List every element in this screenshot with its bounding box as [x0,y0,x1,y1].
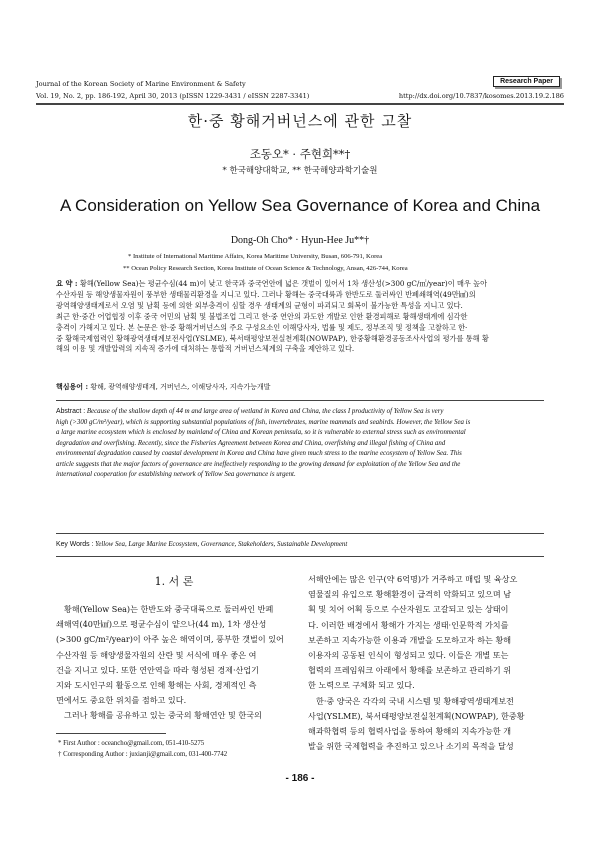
body-line: 건을 지니고 있다. 또한 연안역을 따라 형성된 경제·산업기 [56,664,259,675]
body-line: (>300 gC/m²/year)이 아주 높은 해역이며, 풍부한 갯벌이 있어 [56,634,284,645]
abstract-english [56,407,546,481]
keywords-ko-text: 황해, 광역해양생태계, 거버넌스, 이해당사자, 지속가능개발 [90,383,271,391]
body-line: 황해(Yellow Sea)는 한반도와 중국대륙으로 둘러싸인 반폐 [64,604,274,614]
abstract-ko-line: 수산자원 등 해양생물자원이 풍부한 생태물리환경을 지니고 있다. 그러나 황해는 중국대륙과 한반도로 둘러싸인 반폐쇄해역(49만㎢)의 [56,289,476,299]
keywords-korean [56,382,270,392]
keywords-ko-label: 핵심용어 : [56,382,89,391]
journal-name: Journal of the Korean Society of Marine Environment & Safety [36,80,246,88]
body-right-column [308,572,544,754]
body-line: 쇄해역(40만㎢)으로 평균수심이 얕으나(44 m), 1차 생산성 [56,619,267,630]
body-line: 그러나 황해를 공유하고 있는 중국의 황해연안 및 한국의 [64,710,262,721]
section-heading: 1. 서 론 [154,575,194,588]
body-line: 서해안에는 많은 인구(약 6억명)가 거주하고 매립 및 육상오 [308,574,518,584]
keywords-english [56,540,347,551]
body-line: 협력의 프레임워크 아래에서 황해를 보존하고 관리하기 위 [308,665,512,676]
footnotes [58,738,227,760]
doi-link[interactable]: http://dx.doi.org/10.7837/kosomes.2013.19.2.186 [398,92,564,100]
authors-korean: 조동오* · 주현희**† [249,147,351,161]
body-line: 발을 위한 국제협력을 추진하고 있으나 소기의 목적을 달성 [308,741,514,752]
abstract-ko-line: 광역해양생태계로서 오염 및 남획 등에 의한 외부충격이 심할 경우 생태계의 균형이 파괴되고 회복이 불가능한 특성을 지니고 있다. [56,300,463,310]
abstract-ko-line: 요 약 : 황해(Yellow Sea)는 평균수심(44 m)이 낮고 한국과 중국연안에 넓은 갯벌이 있어서 1차 생산성(>300 gC/㎡/year)이 매우 높아 [56,279,488,288]
abstract-ko-line: 최근 한·중간 어업협정 이후 중국 어민의 남획 및 불법조업 그리고 한·중 연안의 과도한 개발로 인한 환경피해로 황해생태계에 심각한 [56,311,468,321]
body-line: 면에서도 중요한 위치를 점하고 있다. [56,695,187,706]
title-english: A Consideration on Yellow Sea Governance of Korea and China [59,196,541,215]
abstract-ko-line: 중 황해국제협력인 황해광역생태계보전사업(YSLME), 북서태평양보전실천계획(NOWPAP), 한중황해환경공동조사사업의 평가를 통해 황 [56,333,489,343]
abstract-en-line: Abstract : Because of the shallow depth of 44 m and large area of wetland in Korea and China, the class I productivity of Yellow Sea is very [56,408,444,415]
header-rule [36,103,564,105]
body-line: 지와 도시인구의 활동으로 인해 황해는 사회, 경제적인 측 [56,680,257,691]
footnote-corresponding-author: † Corresponding Author : juxianji@gmail.com, 031-400-7742 [58,751,228,758]
abstract-en-line: high (>300 gC/m²/year), which is supporting substantial populations of fish, invertebrates, marine mammals and seabirds. However, the Yellow Sea is [56,418,471,426]
page-number: - 186 - [285,773,315,784]
keywords-en-text: Yellow Sea, Large Marine Ecosystem, Governance, Stakeholders, Sustainable Development [95,541,348,548]
article-type-badge: Research Paper [493,76,560,87]
body-line: 이용자의 공동된 인식이 형성되고 있다. 이들은 개별 또는 [308,650,509,661]
body-line: 한 노력으로 구체화 되고 있다. [308,680,415,691]
volume-info: Vol. 19, No. 2, pp. 186-192, April 30, 2013 (pISSN 1229-3431 / eISSN 2287-3341) [36,92,310,100]
separator-rule [56,533,544,534]
abstract-ko-line: 해의 이용 및 개발압력의 지속적 증가에 대처하는 통합적 거버넌스체계의 구축을 제안하고 있다. [56,344,355,354]
body-line: 한·중 양국은 각각의 국내 시스템 및 황해광역생태계보전 [316,695,514,706]
body-line: 사업(YSLME), 북서태평양보전실천계획(NOWPAP), 한중황 [308,710,525,721]
body-line: 염물질의 유입으로 황해환경이 급격히 악화되고 있으며 남 [308,589,512,600]
body-line: 다. 이러한 배경에서 황해가 가지는 생태·인문학적 가치를 [308,619,509,630]
affiliation-english-2: ** Ocean Policy Research Section, Korea Institute of Ocean Science & Technology, Ansan, 426-744, Korea [123,265,408,272]
abstract-ko-line: 충격이 가해지고 있다. 본 논문은 한·중 황해거버넌스의 주요 구성요소인 이해당사자, 법률 및 제도, 정부조직 및 정책을 고찰하고 한· [56,322,468,332]
body-line: 수산자원 등 해양생물자원의 산란 및 서식에 매우 좋은 여 [56,649,257,660]
abstract-en-line: environmental degradation caused by coastal development in Korea and China have given much stress to the marine ecosystem of Yellow Sea. This [56,450,462,457]
title-korean: 한·중 황해거버넌스에 관한 고찰 [187,112,413,130]
abstract-korean [56,279,556,355]
footnote-rule [56,733,166,734]
abstract-en-label: Abstract : [56,408,86,415]
authors-english: Dong-Oh Cho* · Hyun-Hee Ju**† [230,235,370,246]
body-line: 보존하고 지속가능한 이용과 개발을 도모하고자 하는 황해 [308,634,512,645]
abstract-en-line: degradation and overfishing. Recently, since the Fisheries Agreement between Korea and China, overfishing and illegal fishing of China and [56,439,446,447]
body-left-column [56,602,292,724]
affiliation-korean: * 한국해양대학교, ** 한국해양과학기술원 [222,166,378,176]
affiliation-english-1: * Institute of International Maritime Affairs, Korea Maritime University, Busan, 606-791, Korea [128,253,383,260]
abstract-en-line: international cooperation for establishing network of Yellow Sea governance is urgent. [56,471,296,478]
body-line: 획 및 치어 어획 등으로 수산자원도 고갈되고 있는 상태이 [308,604,509,615]
abstract-en-line: a large marine ecosystem which is enclosed by mainland of China and Korean peninsula, so it is vulnerable to external stress such as environmental [56,429,466,436]
keywords-en-label: Key Words : [56,541,94,548]
separator-rule [56,400,544,401]
separator-rule [56,556,544,557]
abstract-ko-label: 요 약 : [56,279,78,288]
abstract-en-line: article suggests that the major factors of governance are ineffectively responding to the growing demand for exploitation of the Yellow Sea and the [56,460,461,468]
body-line: 해과학협력 등의 협력사업을 통하여 황해의 지속가능한 개 [308,726,512,737]
footnote-first-author: * First Author : oceancho@gmail.com, 051-410-5275 [58,740,205,747]
